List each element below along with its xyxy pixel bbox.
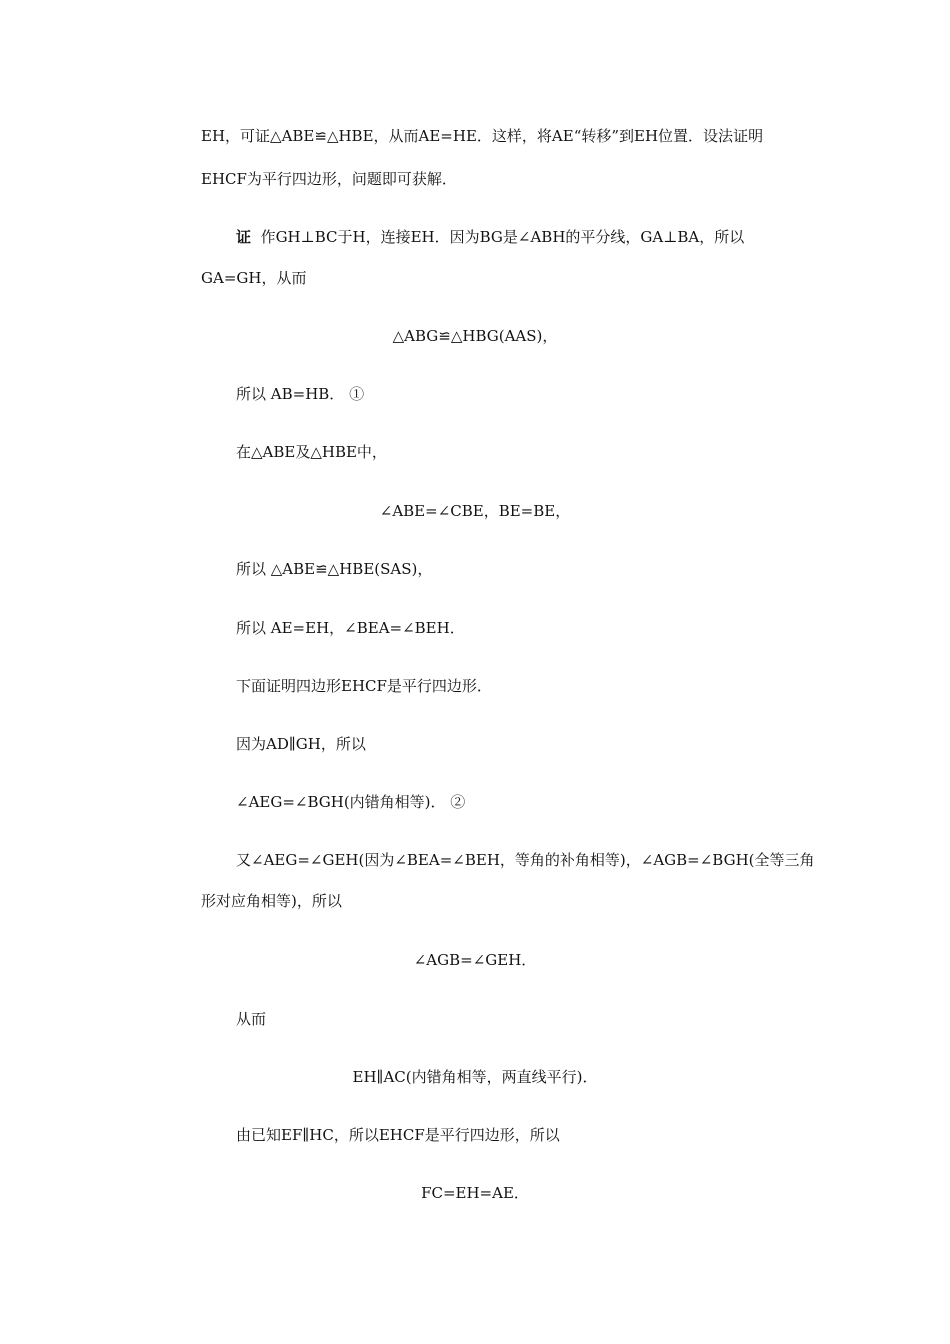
text-line: 从而 (236, 1010, 267, 1028)
text-line: 所以 AB=HB． ① (236, 385, 365, 403)
text-line: 因为AD∥GH，所以 (236, 735, 366, 753)
text-line: 作GH⊥BC于H，连接EH．因为BG是∠ABH的平分线，GA⊥BA，所以 (260, 228, 745, 246)
centered-formula: △ABG≌△HBG(AAS)， (392, 327, 558, 345)
text-line: ∠AEG=∠BGH(内错角相等)． ② (236, 793, 466, 811)
centered-formula: ∠AGB=∠GEH． (413, 951, 537, 969)
text-line: EHCF为平行四边形，问题即可获解． (201, 170, 457, 188)
centered-formula: ∠ABE=∠CBE，BE=BE， (379, 502, 571, 520)
text-line: 形对应角相等)，所以 (201, 892, 342, 910)
text-line: EH，可证△ABE≌△HBE，从而AE=HE．这样，将AE“转移”到EH位置．设法证明 (201, 127, 764, 145)
proof-label: 证 (236, 228, 252, 246)
text-line: 所以 AE=EH，∠BEA=∠BEH． (236, 619, 465, 637)
text-line: 又∠AEG=∠GEH(因为∠BEA=∠BEH，等角的补角相等)，∠AGB=∠BGH(全等三角 (236, 851, 815, 869)
text-line: 所以 △ABE≌△HBE(SAS)， (236, 560, 433, 578)
text-line: 在△ABE及△HBE中， (236, 443, 387, 461)
proof-start-line (236, 227, 744, 247)
text-line: 下面证明四边形EHCF是平行四边形． (236, 677, 492, 695)
text-line: GA=GH，从而 (201, 269, 307, 287)
centered-formula: EH∥AC(内错角相等，两直线平行)． (352, 1068, 598, 1086)
centered-formula: FC=EH=AE． (421, 1184, 529, 1202)
text-line: 由已知EF∥HC，所以EHCF是平行四边形，所以 (236, 1126, 560, 1144)
